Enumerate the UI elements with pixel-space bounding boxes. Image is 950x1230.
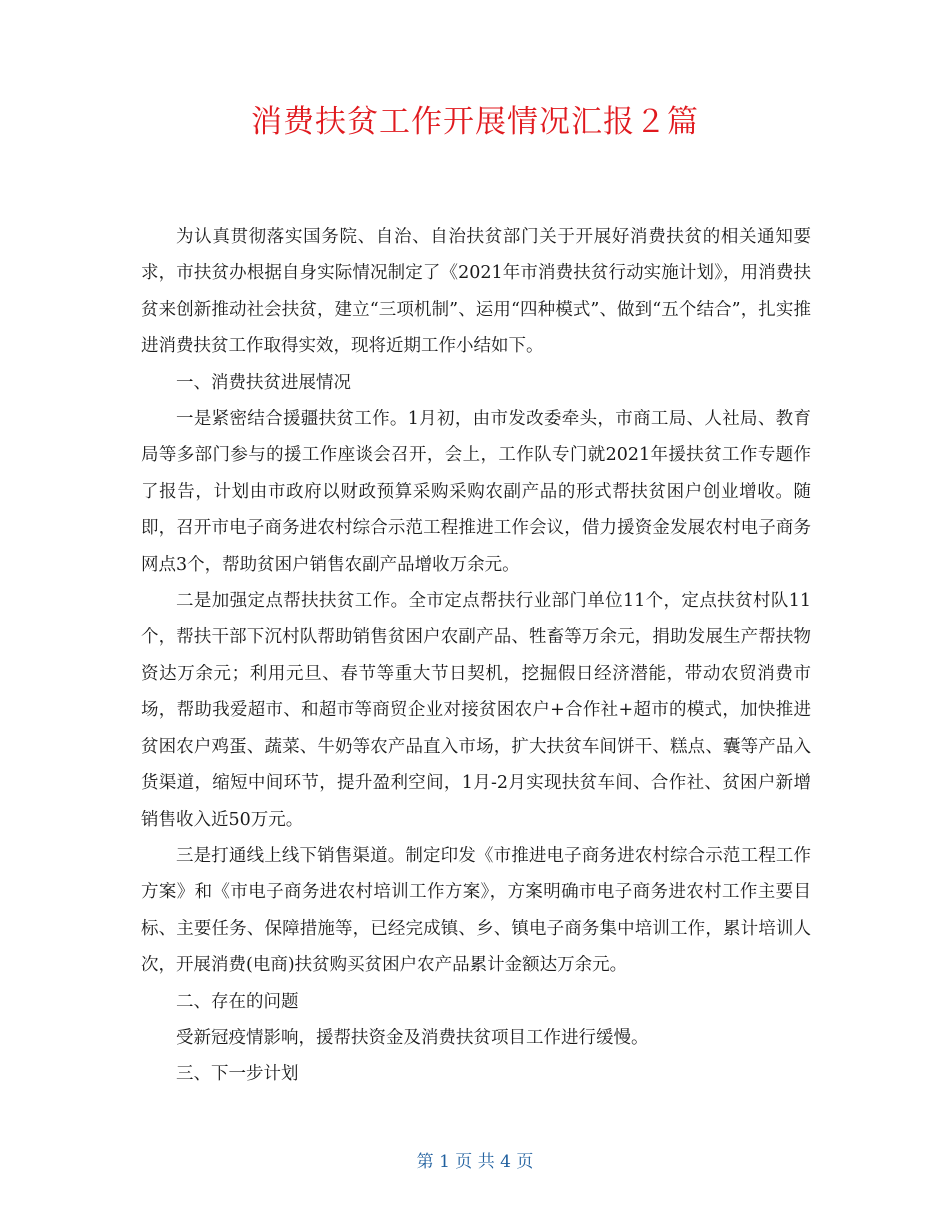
intro-paragraph: 为认真贯彻落实国务院、自治、自治扶贫部门关于开展好消费扶贫的相关通知要求，市扶贫办根据自身实际情况制定了《2021年市消费扶贫行动实施计划》，用消费扶贫来创新推动社会扶贫，建立“三项机制”、运用“四种模式”、做到“五个结合”，扎实推进消费扶贫工作取得实效，现将近期工作小结如下。 <box>141 227 811 357</box>
section-heading-problems: 二、存在的问题 <box>176 991 299 1012</box>
paragraph-targeted-assistance: 二是加强定点帮扶扶贫工作。全市定点帮扶行业部门单位11个，定点扶贫村队11个，帮扶干部下沉村队帮助销售贫困户农副产品、牲畜等万余元，捐助发展生产帮扶物资达万余元；利用元旦、春节等重大节日契机，挖掘假日经济潜能，带动农贸消费市场，帮助我爱超市、和超市等商贸企业对接贫困农户+合作社+超市的模式，加快推进贫困农户鸡蛋、蔬菜、牛奶等农产品直入市场，扩大扶贫车间饼干、糕点、囊等产品入货渠道，缩短中间环节，提升盈利空间，1月-2月实现扶贫车间、合作社、贫困户新增销售收入近50万元。 <box>141 591 811 830</box>
paragraph-aid-xinjiang: 一是紧密结合援疆扶贫工作。1月初，由市发改委牵头，市商工局、人社局、教育局等多部门参与的援工作座谈会召开，会上，工作队专门就2021年援扶贫工作专题作了报告，计划由市政府以财政预算采购采购农副产品的形式帮扶贫困户创业增收。随即，召开市电子商务进农村综合示范工程推进工作会议，借力援资金发展农村电子商务网点3个，帮助贫困户销售农副产品增收万余元。 <box>141 409 811 575</box>
paragraph-problems: 受新冠疫情影响，援帮扶资金及消费扶贫项目工作进行缓慢。 <box>176 1027 649 1048</box>
document-title: 消费扶贫工作开展情况汇报２篇 <box>251 104 699 140</box>
section-heading-next-steps: 三、下一步计划 <box>176 1064 299 1085</box>
paragraph-online-offline-channels: 三是打通线上线下销售渠道。制定印发《市推进电子商务进农村综合示范工程工作方案》和《市电子商务进农村培训工作方案》，方案明确市电子商务进农村工作主要目标、主要任务、保障措施等，已经完成镇、乡、镇电子商务集中培训工作，累计培训人次，开展消费(电商)扶贫购买贫困户农产品累计金额达万余元。 <box>141 845 811 976</box>
document-body <box>141 219 811 1093</box>
section-heading-progress: 一、消费扶贫进展情况 <box>176 372 351 393</box>
page-number-footer: 第 1 页 共 4 页 <box>416 1152 534 1172</box>
